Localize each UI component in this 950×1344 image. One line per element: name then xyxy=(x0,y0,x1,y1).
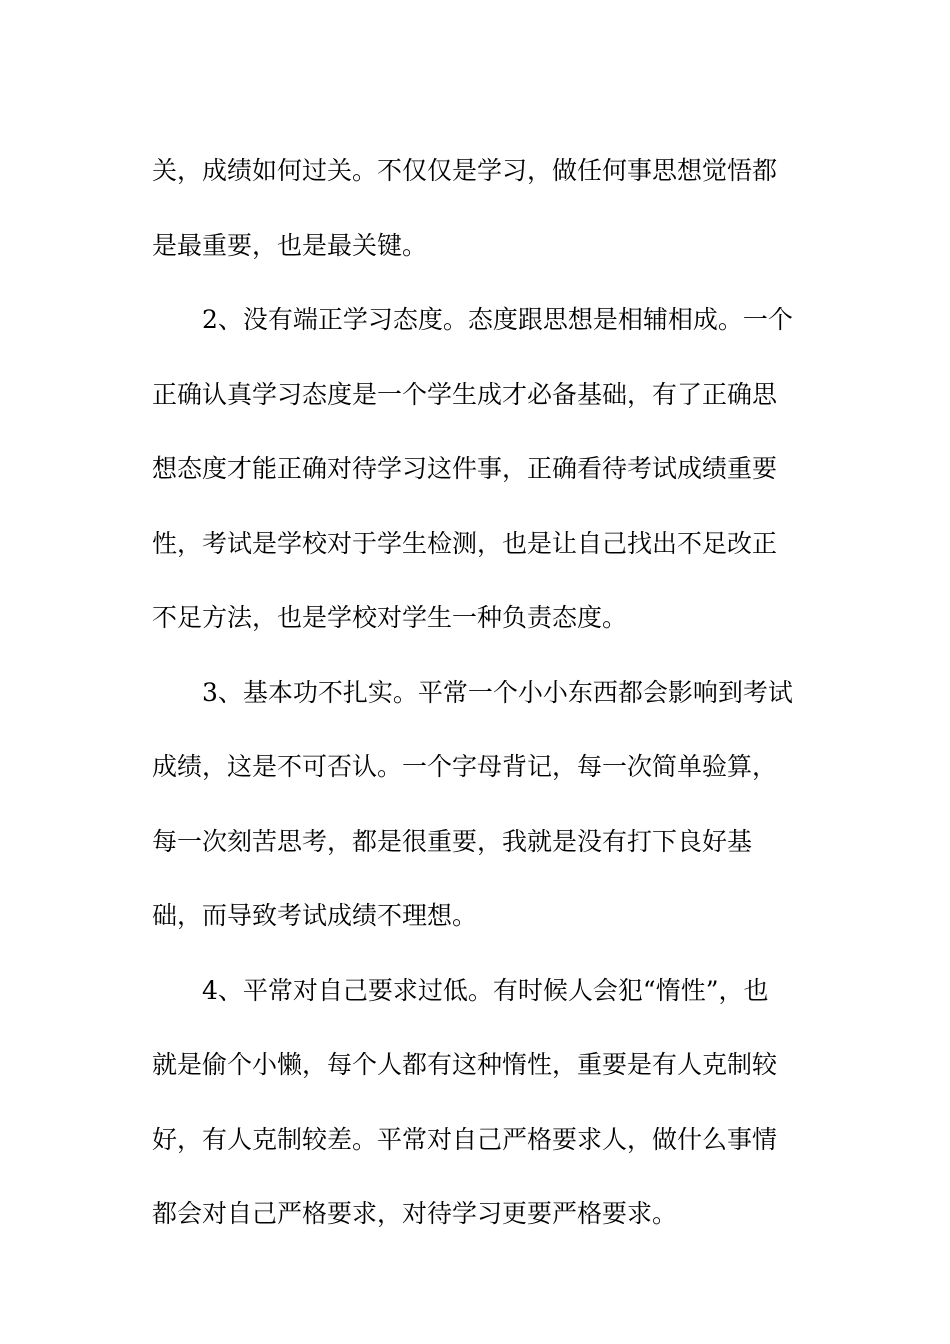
text-line: 2、没有端正学习态度。态度跟思想是相辅相成。一个 xyxy=(202,305,793,334)
text-line: 成绩，这是不可否认。一个字母背记，每一次简单验算， xyxy=(152,752,778,781)
text-line: 就是偷个小懒，每个人都有这种惰性，重要是有人克制较 xyxy=(152,1050,778,1079)
text-line: 每一次刻苦思考，都是很重要，我就是没有打下良好基 xyxy=(152,826,753,856)
text-line: 4、平常对自己要求过低。有时候人会犯“惰性”，也 xyxy=(202,975,769,1005)
text-line: 性，考试是学校对于学生检测，也是让自己找出不足改正 xyxy=(152,528,778,558)
text-line: 不足方法，也是学校对学生一种负责态度。 xyxy=(152,603,628,632)
text-line: 3、基本功不扎实。平常一个小小东西都会影响到考试 xyxy=(202,677,793,707)
text-line: 好，有人克制较差。平常对自己严格要求人，做什么事情 xyxy=(152,1124,778,1154)
document-body xyxy=(152,134,812,1252)
text-line: 正确认真学习态度是一个学生成才必备基础，有了正确思 xyxy=(152,379,778,409)
text-line: 是最重要，也是最关键。 xyxy=(152,230,428,260)
text-line: 关，成绩如何过关。不仅仅是学习，做任何事思想觉悟都 xyxy=(152,156,778,185)
text-line: 都会对自己严格要求，对待学习更要严格要求。 xyxy=(152,1199,678,1228)
text-line: 想态度才能正确对待学习这件事，正确看待考试成绩重要 xyxy=(152,454,778,483)
text-line: 础，而导致考试成绩不理想。 xyxy=(152,901,478,930)
